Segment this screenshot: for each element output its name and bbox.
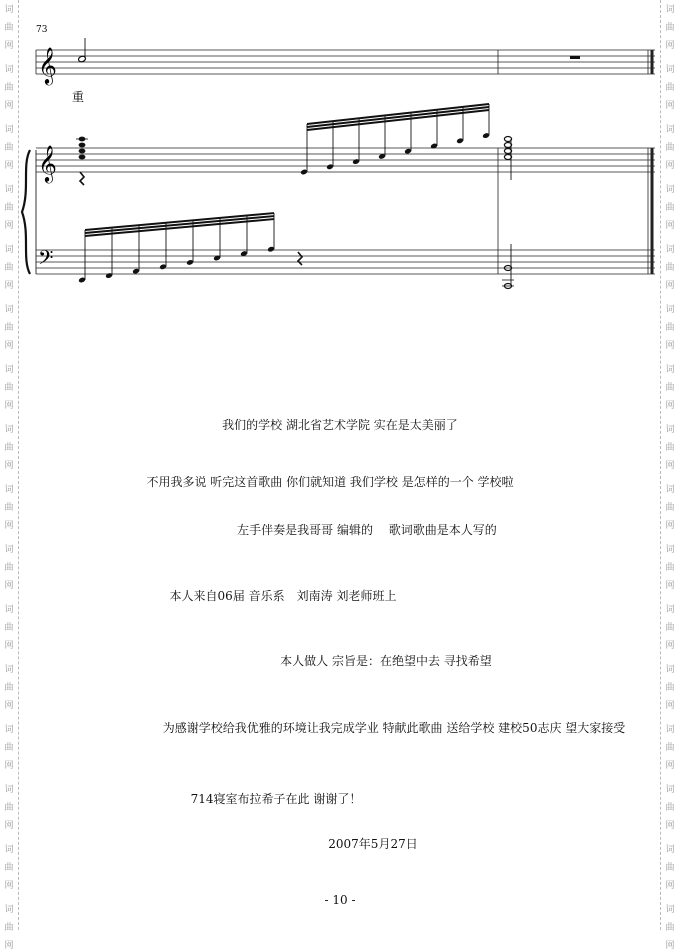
vocal-staff (36, 50, 655, 74)
watermark-char: 词 (4, 365, 14, 375)
watermark-char: 网 (665, 101, 675, 111)
watermark-char: 曲 (4, 863, 14, 873)
watermark-char: 词 (665, 545, 675, 555)
piano-bass-staff (36, 250, 655, 274)
watermark-char: 网 (4, 821, 14, 831)
watermark-char: 词 (665, 485, 675, 495)
bass-run (78, 213, 275, 283)
watermark-char: 曲 (4, 563, 14, 573)
watermark-char: 词 (4, 905, 14, 915)
watermark-char: 曲 (4, 23, 14, 33)
watermark-char: 曲 (665, 383, 675, 393)
watermark-char: 词 (4, 785, 14, 795)
page-number: - 10 - (324, 893, 356, 907)
watermark-char: 网 (665, 701, 675, 711)
treble-clef-icon: 𝄞 (38, 46, 57, 84)
watermark-char: 词 (665, 125, 675, 135)
watermark-char: 曲 (4, 323, 14, 333)
beam (307, 110, 489, 130)
note-line-3: 左手伴奏是我哥哥 编辑的 歌词歌曲是本人写的 (237, 523, 497, 537)
beam (307, 104, 489, 124)
treble-clef-icon: 𝄞 (38, 144, 57, 182)
watermark-char: 曲 (4, 443, 14, 453)
beam (85, 216, 274, 233)
watermark-char: 网 (4, 221, 14, 231)
watermark-char: 曲 (665, 743, 675, 753)
beam (307, 107, 489, 127)
watermark-char: 词 (4, 5, 14, 15)
watermark-char: 曲 (4, 143, 14, 153)
whole-rest-icon (570, 56, 580, 59)
watermark-char: 曲 (4, 803, 14, 813)
watermark-char: 词 (665, 845, 675, 855)
watermark-char: 曲 (665, 863, 675, 873)
watermark-char: 网 (4, 101, 14, 111)
watermark-char: 网 (665, 881, 675, 891)
watermark-char: 曲 (4, 683, 14, 693)
watermark-char: 词 (665, 725, 675, 735)
watermark-char: 词 (665, 785, 675, 795)
watermark-char: 曲 (665, 443, 675, 453)
watermark-char: 曲 (665, 143, 675, 153)
watermark-char: 曲 (665, 923, 675, 933)
watermark-char: 网 (4, 701, 14, 711)
watermark-char: 曲 (665, 503, 675, 513)
watermark-char: 词 (4, 425, 14, 435)
note-line-1: 我们的学校 湖北省艺术学院 实在是太美丽了 (222, 418, 458, 432)
watermark-char: 曲 (4, 263, 14, 273)
watermark-char: 词 (665, 305, 675, 315)
lyric-syllable: 重 (72, 90, 85, 104)
watermark-char: 曲 (665, 683, 675, 693)
watermark-char: 网 (4, 161, 14, 171)
watermark-char: 曲 (4, 923, 14, 933)
watermark-char: 词 (4, 305, 14, 315)
note-line-6: 为感谢学校给我优雅的环境让我完成学业 特献此歌曲 送给学校 建校50志庆 望大家接受 (162, 721, 626, 735)
watermark-char: 网 (4, 941, 14, 951)
watermark-char: 曲 (665, 203, 675, 213)
treble-end-chord (504, 137, 511, 181)
watermark-char: 词 (4, 725, 14, 735)
watermark-char: 词 (665, 65, 675, 75)
measure-number: 73 (36, 25, 48, 35)
watermark-char: 网 (4, 641, 14, 651)
watermark-char: 词 (665, 905, 675, 915)
watermark-char: 网 (665, 761, 675, 771)
watermark-char: 曲 (665, 83, 675, 93)
watermark-char: 曲 (665, 263, 675, 273)
watermark-char: 曲 (665, 323, 675, 333)
watermark-char: 词 (665, 425, 675, 435)
watermark-char: 词 (4, 605, 14, 615)
watermark-char: 词 (4, 185, 14, 195)
piano-treble-staff (36, 148, 655, 274)
watermark-char: 网 (665, 461, 675, 471)
watermark-char: 词 (665, 185, 675, 195)
watermark-char: 网 (665, 641, 675, 651)
watermark-char: 词 (4, 125, 14, 135)
watermark-char: 词 (665, 665, 675, 675)
brace-icon (22, 150, 30, 274)
note-line-7: 714寝室布拉希子在此 谢谢了！ (190, 792, 362, 806)
watermark-char: 词 (665, 365, 675, 375)
quarter-rest-icon (298, 252, 302, 265)
treble-run (300, 104, 490, 175)
watermark-char: 网 (665, 821, 675, 831)
watermark-char: 网 (665, 281, 675, 291)
watermark-char: 网 (665, 521, 675, 531)
watermark-char: 网 (4, 41, 14, 51)
note-date: 2007年5月27日 (328, 837, 418, 851)
watermark-char: 网 (665, 581, 675, 591)
watermark-char: 词 (665, 245, 675, 255)
watermark-char: 网 (4, 521, 14, 531)
watermark-char: 网 (4, 881, 14, 891)
watermark-char: 词 (4, 545, 14, 555)
watermark-char: 词 (4, 65, 14, 75)
watermark-char: 曲 (665, 623, 675, 633)
watermark-char: 网 (665, 41, 675, 51)
watermark-char: 网 (665, 941, 675, 951)
quarter-rest-icon (80, 172, 84, 185)
watermark-char: 网 (4, 581, 14, 591)
watermark-char: 曲 (4, 743, 14, 753)
watermark-char: 网 (665, 401, 675, 411)
note-line-2: 不用我多说 听完这首歌曲 你们就知道 我们学校 是怎样的一个 学校啦 (146, 475, 514, 489)
watermark-char: 网 (4, 341, 14, 351)
watermark-char: 曲 (4, 83, 14, 93)
watermark-char: 网 (665, 221, 675, 231)
watermark-char: 曲 (4, 383, 14, 393)
note-line-4: 本人来自06届 音乐系 刘南涛 刘老师班上 (169, 589, 397, 603)
music-score (0, 0, 680, 300)
watermark-char: 词 (4, 485, 14, 495)
bass-end-chord (502, 244, 514, 289)
watermark-char: 网 (4, 461, 14, 471)
watermark-char: 曲 (4, 623, 14, 633)
note-line-5: 本人做人 宗旨是：在绝望中去 寻找希望 (280, 654, 492, 668)
watermark-char: 网 (665, 341, 675, 351)
watermark-char: 曲 (4, 503, 14, 513)
watermark-char: 网 (665, 161, 675, 171)
watermark-char: 曲 (665, 563, 675, 573)
watermark-char: 曲 (665, 803, 675, 813)
watermark-char: 曲 (4, 203, 14, 213)
watermark-char: 词 (665, 605, 675, 615)
watermark-char: 词 (4, 245, 14, 255)
watermark-char: 词 (4, 845, 14, 855)
bass-clef-icon: 𝄢 (38, 246, 54, 274)
watermark-char: 词 (4, 665, 14, 675)
watermark-char: 网 (4, 761, 14, 771)
watermark-char: 词 (665, 5, 675, 15)
watermark-char: 曲 (665, 23, 675, 33)
watermark-char: 网 (4, 281, 14, 291)
watermark-char: 网 (4, 401, 14, 411)
